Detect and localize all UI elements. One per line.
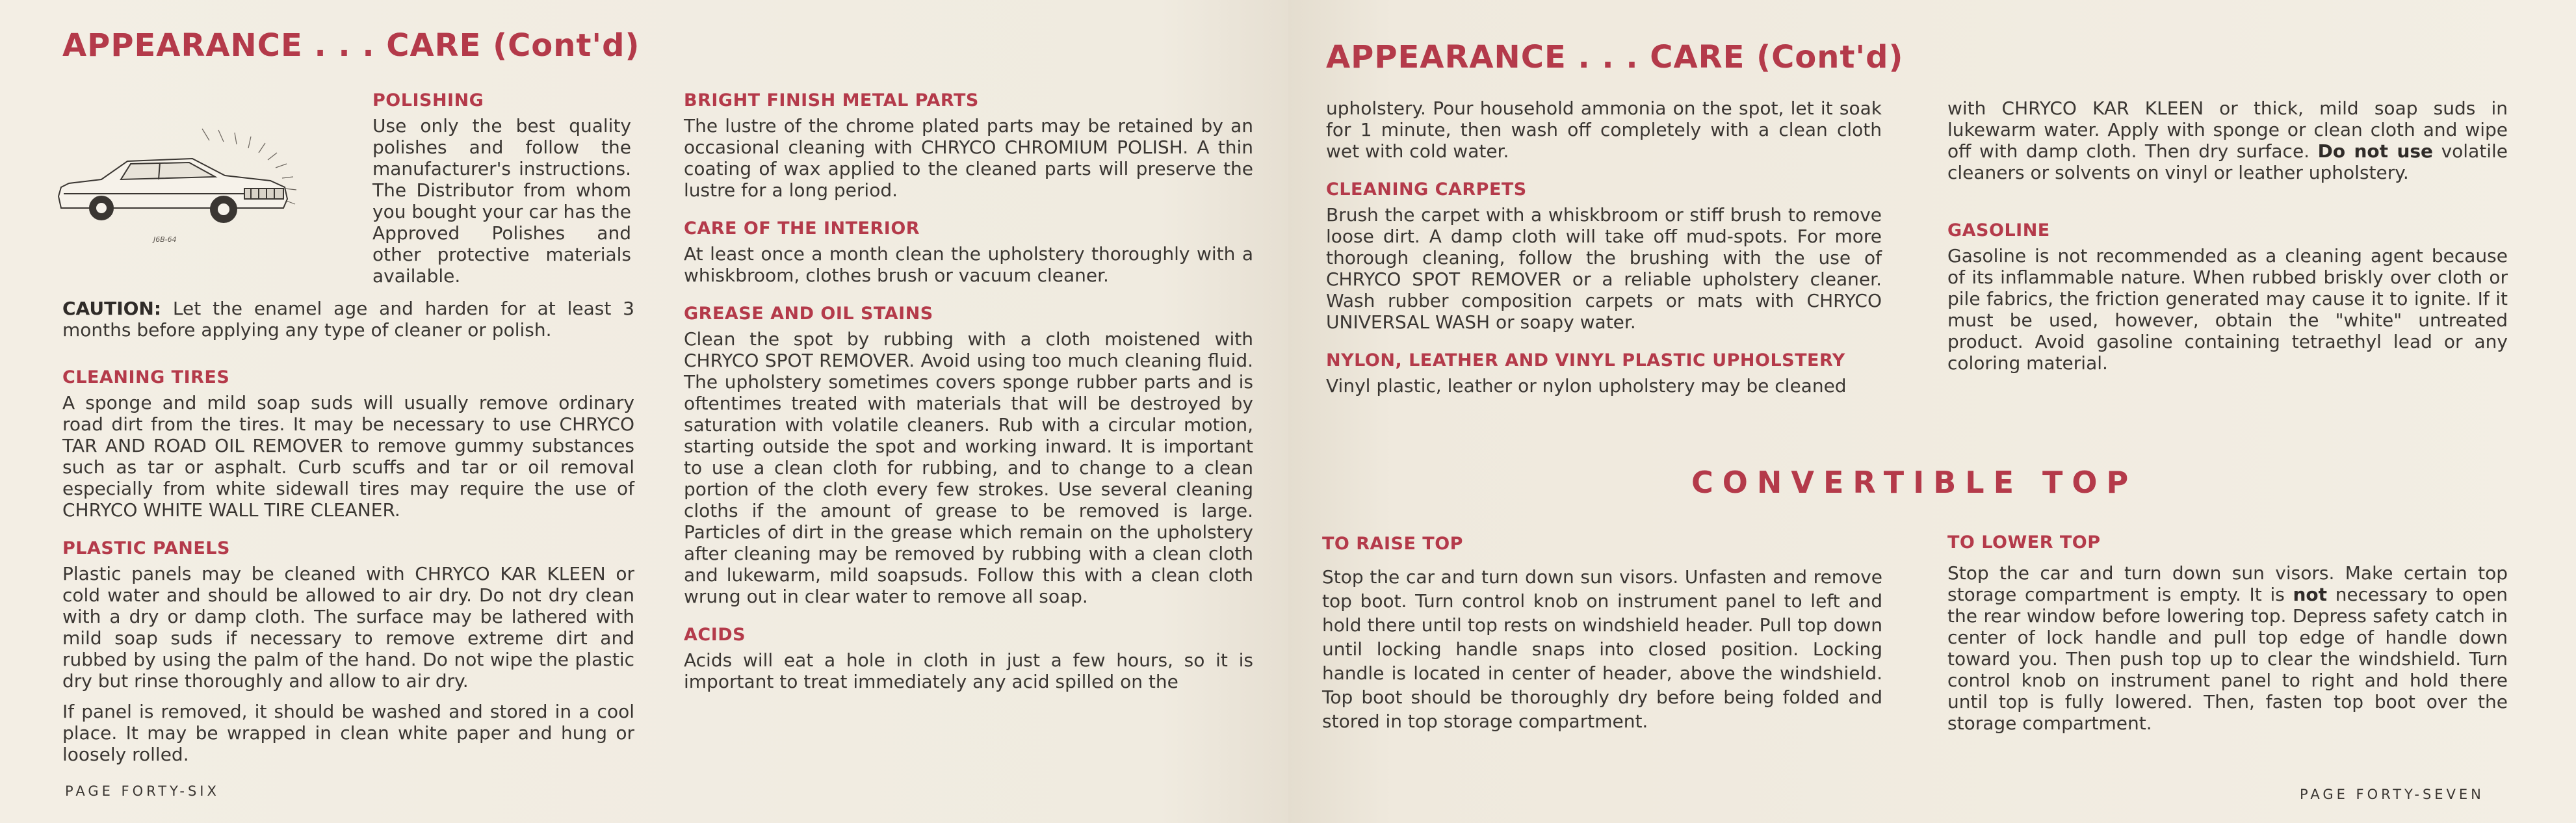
acids-heading: ACIDS bbox=[684, 625, 746, 645]
acids-continued-body: upholstery. Pour household ammonia on the spot, let it soak for 1 minute, then wash off completely with a clean cloth wet with cold water. bbox=[1326, 98, 1882, 162]
gasoline-body: Gasoline is not recommended as a cleaning agent because of its inflammable nature. When rubbed briskly over cloth or pile fabrics, the friction generated may cause it to ignite. If it must be used, however, obtain the "white" untreated product. Avoid gasoline containing tetraethyl lead or any coloring material. bbox=[1947, 245, 2508, 374]
acids-section bbox=[684, 624, 1253, 692]
plastic-panels-section bbox=[62, 538, 634, 692]
caution-body: Let the enamel age and harden for at least 3 months before applying any type of cleaner or polish. bbox=[62, 298, 634, 341]
lower-top-section bbox=[1947, 532, 2508, 734]
nylon-continued-body-b: volatile cleaners or solvents on vinyl or leather upholstery. bbox=[1947, 140, 2508, 183]
nylon-heading: NYLON, LEATHER AND VINYL PLASTIC UPHOLSTERY bbox=[1326, 350, 1845, 371]
care-interior-section bbox=[684, 218, 1253, 286]
plastic-panels-heading: PLASTIC PANELS bbox=[62, 538, 230, 558]
right-right-column bbox=[1947, 98, 2508, 391]
acids-continued bbox=[1326, 98, 1882, 162]
raise-top-heading: TO RAISE TOP bbox=[1322, 534, 1463, 554]
plastic-panels-body2: If panel is removed, it should be washed and stored in a cool place. It may be wrapped in clean white paper and hung or loosely rolled. bbox=[62, 701, 634, 765]
lower-top-body-a: Stop the car and turn down sun visors. Make certain top storage compartment is empty. It is bbox=[1947, 562, 2508, 605]
nylon-continued-bold: Do not use bbox=[2317, 140, 2434, 162]
right-left-column bbox=[1326, 98, 1882, 413]
right-page bbox=[1288, 0, 2576, 823]
bright-finish-section bbox=[684, 90, 1253, 201]
lower-top-body-b: necessary to open the rear window before lowering top. Depress safety catch in center of lock handle and pull top edge of handle down toward you. Then push top up to clear the windshield. Turn control knob on instrument panel to right and hold there until top is fully lowered. Then, fasten top boot over the storage compartment. bbox=[1947, 584, 2508, 734]
middle-column bbox=[684, 90, 1253, 709]
polishing-body: Use only the best quality polishes and follow the manufacturer's instructions. The Distributor from whom you bought your car has the Approved Polishes and other protective materials available. bbox=[372, 115, 631, 287]
care-interior-heading: CARE OF THE INTERIOR bbox=[684, 218, 920, 239]
cleaning-carpets-heading: CLEANING CARPETS bbox=[1326, 179, 1527, 200]
acids-body: Acids will eat a hole in cloth in just a few hours, so it is important to treat immediately any acid spilled on the bbox=[684, 649, 1253, 692]
car-illustration bbox=[56, 124, 316, 254]
raise-top-section bbox=[1322, 532, 1882, 733]
care-interior-body: At least once a month clean the upholstery thoroughly with a whiskbroom, clothes brush or vacuum cleaner. bbox=[684, 243, 1253, 286]
bright-finish-heading: BRIGHT FINISH METAL PARTS bbox=[684, 90, 979, 111]
lower-top-heading: TO LOWER TOP bbox=[1947, 532, 2101, 553]
gasoline-section bbox=[1947, 220, 2508, 374]
polishing-section bbox=[372, 90, 631, 287]
cleaning-carpets-body: Brush the carpet with a whiskbroom or stiff brush to remove loose dirt. A damp cloth will take off mud-spots. For more thorough cleaning, follow the brushing with the use of CHRYCO SPOT REMOVER or a reliable upholstery cleaner. Wash rubber composition carpets or mats with CHRYCO UNIVERSAL WASH or soapy water. bbox=[1326, 204, 1882, 333]
car-code: J6B-64 bbox=[153, 235, 177, 244]
cleaning-tires-body: A sponge and mild soap suds will usually remove ordinary road dirt from the tires. It may be necessary to use CHRYCO TAR AND ROAD OIL REMOVER to remove gummy substances such as tar or asphalt. Curb scuffs and tar or oil removal especially from white sidewall tires may require the use of CHRYCO WHITE WALL TIRE CLEANER. bbox=[62, 392, 634, 521]
car-icon bbox=[56, 124, 316, 254]
caution-label: CAUTION: bbox=[62, 298, 162, 319]
plastic-panels-body: Plastic panels may be cleaned with CHRYCO KAR KLEEN or cold water and should be allowed to air dry. Do not dry clean with a dry or damp cloth. The surface may be lathered with mild soap suds if necessary to remove extreme dirt and rubbed by using the palm of the hand. Do not wipe the plastic dry but rinse thoroughly and allow to air dry. bbox=[62, 563, 634, 692]
left-column bbox=[62, 298, 634, 765]
grease-oil-section bbox=[684, 303, 1253, 607]
cleaning-tires-section bbox=[62, 367, 634, 521]
page-number-right: PAGE FORTY-SEVEN bbox=[2300, 787, 2484, 802]
grease-oil-heading: GREASE AND OIL STAINS bbox=[684, 304, 933, 324]
nylon-continued-body-a: with CHRYCO KAR KLEEN or thick, mild soap suds in lukewarm water. Apply with sponge or clean cloth and wipe off with damp cloth. Then dry surface. bbox=[1947, 98, 2508, 162]
page-number-left: PAGE FORTY-SIX bbox=[65, 783, 220, 799]
cleaning-tires-heading: CLEANING TIRES bbox=[62, 367, 230, 387]
bright-finish-body: The lustre of the chrome plated parts may be retained by an occasional cleaning with CHRYCO CHROMIUM POLISH. A thin coating of wax applied to the cleaned parts will preserve the lustre for a long period. bbox=[684, 115, 1253, 201]
lower-top-bold: not bbox=[2293, 584, 2328, 605]
page-title: APPEARANCE . . . CARE (Cont'd) bbox=[1326, 39, 1904, 75]
polishing-heading: POLISHING bbox=[372, 90, 484, 111]
gasoline-heading: GASOLINE bbox=[1947, 220, 2050, 241]
raise-top-body: Stop the car and turn down sun visors. Unfasten and remove top boot. Turn control knob on instrument panel to left and hold there until top rests on windshield header. Pull top down until locking handle snaps into closed position. Locking handle is located in center of header, above the windshield. Top boot should be thoroughly dry before being folded and stored in top storage compartment. bbox=[1322, 566, 1882, 732]
caution-section bbox=[62, 298, 634, 341]
convertible-top-title: CONVERTIBLE TOP bbox=[1691, 465, 2138, 500]
grease-oil-body: Clean the spot by rubbing with a cloth moistened with CHRYCO SPOT REMOVER. Avoid using too much cleaning fluid. The upholstery sometimes covers sponge rubber parts and is oftentimes treated with materials that will be destroyed by saturation with volatile cleaners. Rub with a circular motion, starting outside the spot and working inward. It is important to use a clean cloth for rubbing, and to change to a clean portion of the cloth every few strokes. Use several cleaning cloths if the amount of grease to be removed is large. Particles of dirt in the grease which remain on the upholstery after cleaning may be removed by rubbing with a clean cloth and lukewarm, mild soapsuds. Follow this with a clean cloth wrung out in clear water to remove all soap. bbox=[684, 328, 1253, 607]
cleaning-carpets-section bbox=[1326, 179, 1882, 333]
nylon-continued bbox=[1947, 98, 2508, 183]
page-title: APPEARANCE . . . CARE (Cont'd) bbox=[62, 27, 640, 64]
nylon-section bbox=[1326, 350, 1882, 397]
nylon-body: Vinyl plastic, leather or nylon upholstery may be cleaned bbox=[1326, 375, 1847, 397]
